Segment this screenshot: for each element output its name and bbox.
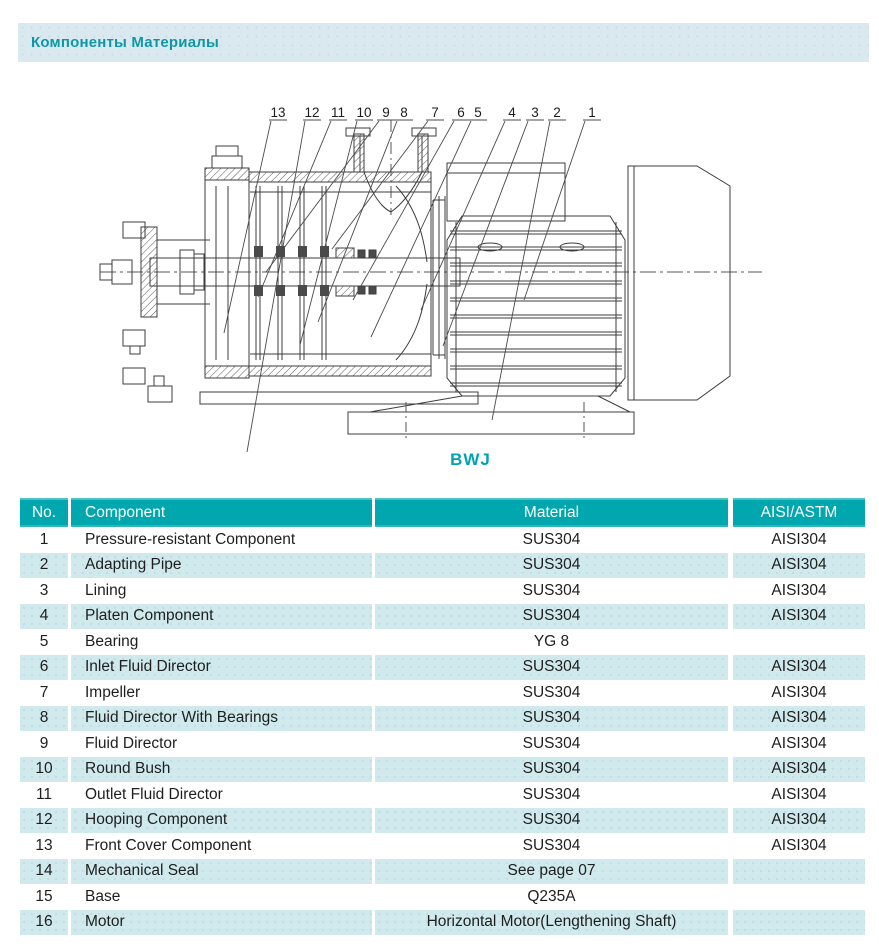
cell-no: 8 [20, 706, 68, 732]
callout-number: 12 [304, 105, 320, 120]
callout-number: 1 [588, 105, 596, 120]
diagram-callouts [224, 105, 601, 452]
section-title: Компоненты Материалы [31, 34, 219, 51]
cell-component: Platen Component [71, 604, 372, 630]
cell-component: Bearing [85, 632, 139, 650]
table-row [20, 808, 865, 834]
cell-component: Fluid Director [85, 734, 178, 752]
cell-aisi: AISI304 [771, 581, 827, 599]
cell-aisi: AISI304 [771, 530, 827, 548]
table-row [20, 629, 865, 655]
diagram-model-label: BWJ [450, 450, 491, 469]
cell-no: 2 [20, 553, 68, 579]
cell-material: SUS304 [522, 683, 581, 701]
callout-number: 11 [330, 105, 346, 120]
cell-component: Pressure-resistant Component [85, 530, 296, 548]
cell-aisi: AISI304 [771, 683, 827, 701]
cell-aisi: AISI304 [733, 757, 865, 783]
cell-no: 1 [39, 530, 49, 548]
cell-no: 10 [20, 757, 68, 783]
table-row [20, 527, 865, 553]
cell-no: 3 [39, 581, 49, 599]
cell-material: SUS304 [375, 808, 728, 834]
cell-component: Adapting Pipe [71, 553, 372, 579]
cell-material: SUS304 [522, 785, 581, 803]
table-row [20, 910, 865, 936]
callout-number: 2 [553, 105, 561, 120]
cell-aisi [733, 629, 865, 655]
cell-no: 11 [35, 785, 53, 803]
col-header-no: No. [20, 498, 68, 527]
callout-number: 8 [400, 105, 408, 120]
cell-component: Round Bush [71, 757, 372, 783]
cell-aisi [733, 859, 865, 885]
cell-no: 13 [35, 836, 53, 854]
cell-material: SUS304 [375, 604, 728, 630]
callout-number: 10 [356, 105, 372, 120]
table-row [20, 680, 865, 706]
materials-table [20, 498, 865, 935]
cell-no: 12 [20, 808, 68, 834]
cell-no: 4 [20, 604, 68, 630]
machine-outline [100, 120, 762, 442]
cell-material: SUS304 [522, 734, 581, 752]
table-row [20, 731, 865, 757]
cell-material: SUS304 [375, 757, 728, 783]
table-row [20, 655, 865, 681]
table-body [20, 527, 865, 935]
col-header-component: Component [71, 498, 372, 527]
col-header-material: Material [375, 498, 728, 527]
cell-component: Base [85, 887, 121, 905]
cell-component: Inlet Fluid Director [71, 655, 372, 681]
cell-aisi: AISI304 [733, 604, 865, 630]
callout-number: 13 [270, 105, 286, 120]
cell-material: SUS304 [522, 836, 581, 854]
cell-material: SUS304 [522, 581, 581, 599]
callout-number: 4 [508, 105, 516, 120]
table-row [20, 782, 865, 808]
cell-aisi: AISI304 [733, 553, 865, 579]
cell-aisi: AISI304 [771, 734, 827, 752]
callout-number: 3 [531, 105, 539, 120]
cell-material: Q235A [527, 887, 576, 905]
callout-number: 5 [474, 105, 482, 120]
cell-component: Mechanical Seal [71, 859, 372, 885]
cell-aisi: AISI304 [771, 836, 827, 854]
cell-no: 9 [39, 734, 49, 752]
cell-component: Hooping Component [71, 808, 372, 834]
table-row [20, 578, 865, 604]
cell-material: SUS304 [375, 553, 728, 579]
cell-no: 7 [39, 683, 49, 701]
table-row [20, 604, 865, 630]
cell-aisi [733, 910, 865, 936]
cell-aisi [733, 884, 865, 910]
cell-no: 5 [39, 632, 49, 650]
col-header-aisi: AISI/ASTM [733, 498, 865, 527]
table-row [20, 833, 865, 859]
callout-number: 9 [382, 105, 390, 120]
cell-aisi: AISI304 [771, 785, 827, 803]
cell-material: SUS304 [522, 530, 581, 548]
cell-material: YG 8 [533, 632, 570, 650]
cell-no: 14 [20, 859, 68, 885]
table-row [20, 859, 865, 885]
callout-number: 7 [431, 105, 439, 120]
table-header-row [20, 498, 865, 527]
table-row [20, 553, 865, 579]
cell-component: Front Cover Component [85, 836, 252, 854]
cell-no: 15 [35, 887, 53, 905]
cell-component: Lining [85, 581, 127, 599]
cell-material: Horizontal Motor(Lengthening Shaft) [375, 910, 728, 936]
cell-aisi: AISI304 [733, 808, 865, 834]
cell-component: Outlet Fluid Director [85, 785, 223, 803]
table-row [20, 706, 865, 732]
cell-no: 16 [20, 910, 68, 936]
cell-aisi: AISI304 [733, 655, 865, 681]
cell-component: Impeller [85, 683, 141, 701]
cell-material: See page 07 [375, 859, 728, 885]
cell-component: Fluid Director With Bearings [71, 706, 372, 732]
cell-aisi: AISI304 [733, 706, 865, 732]
callout-number: 6 [457, 105, 465, 120]
cell-material: SUS304 [375, 706, 728, 732]
table-row [20, 884, 865, 910]
table-row [20, 757, 865, 783]
cell-no: 6 [20, 655, 68, 681]
cell-material: SUS304 [375, 655, 728, 681]
cell-component: Motor [71, 910, 372, 936]
